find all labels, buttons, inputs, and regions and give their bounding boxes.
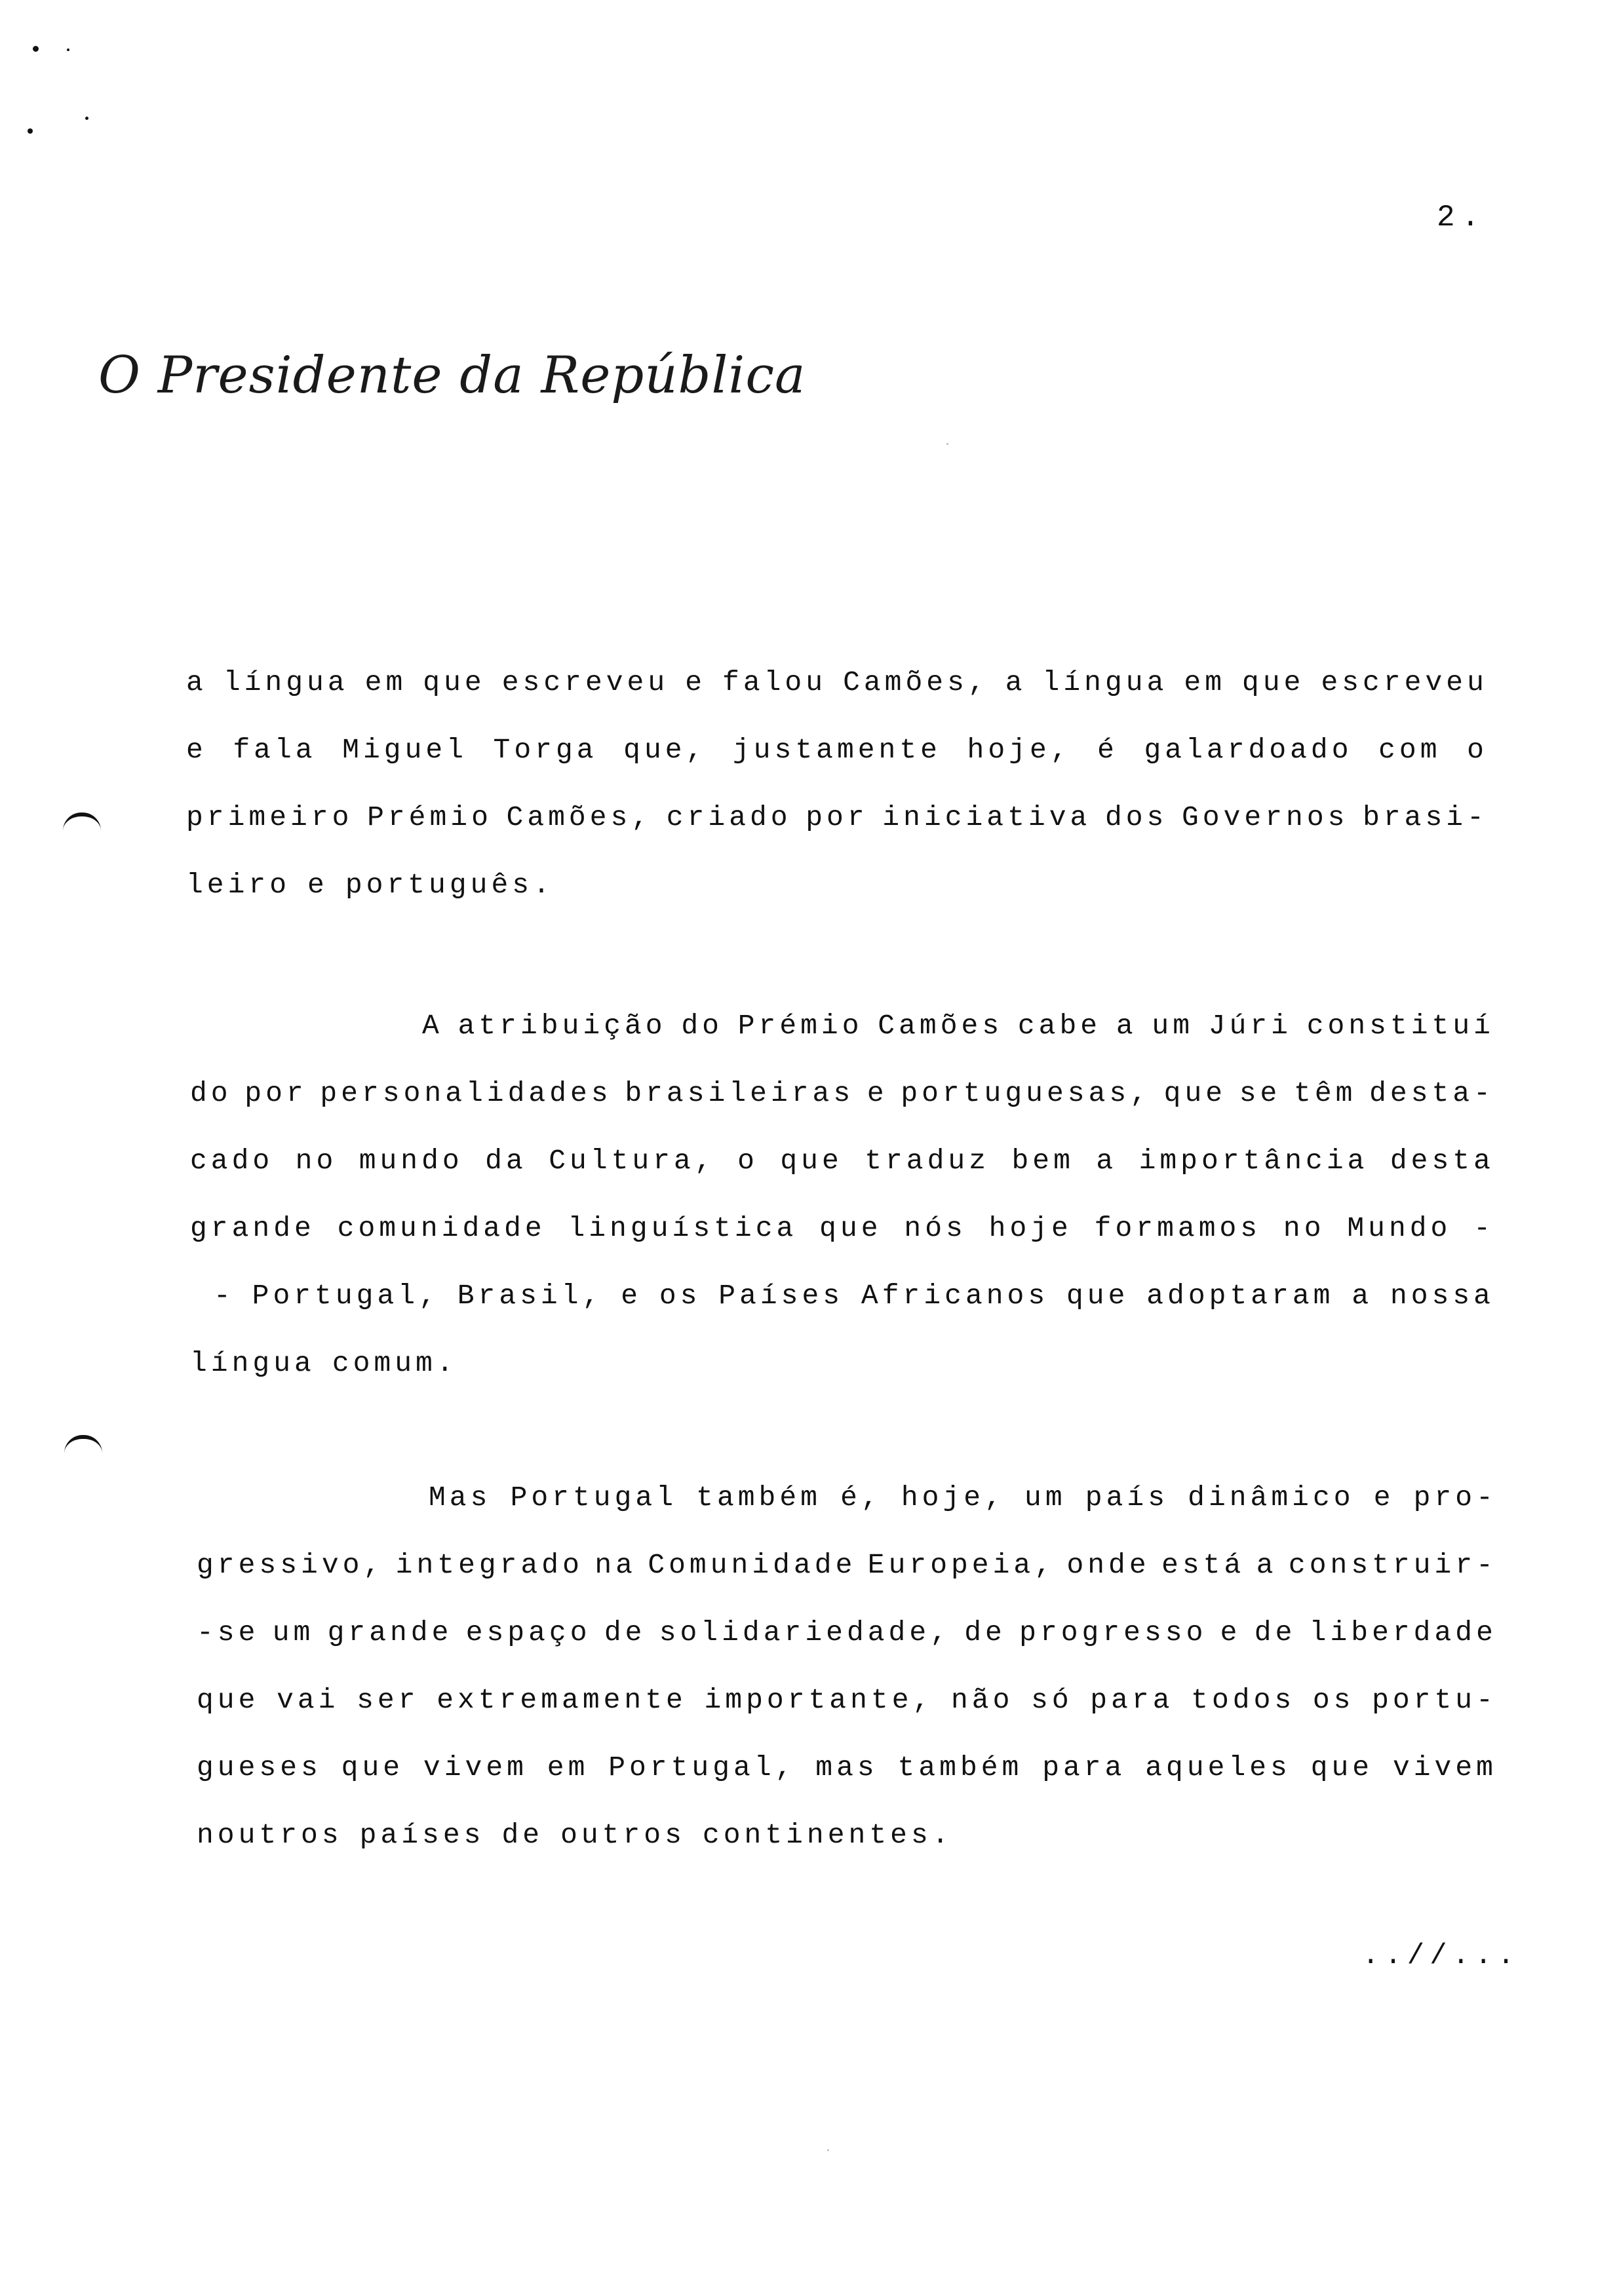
paragraph-1 [186,649,1488,924]
letterhead-title: O Presidente da República [98,346,806,405]
text-line: cado no mundo da Cultura, o que traduz bem a importância desta [190,1145,1494,1177]
text-line: gressivo, integrado na Comunidade Europeia, onde está a construir- [197,1549,1497,1581]
scan-speck [946,443,948,445]
text-line: noutros países de outros continentes. [197,1819,953,1851]
text-line: -se um grande espaço de solidariedade, de progresso e de liberdade [197,1617,1497,1649]
continuation-mark: ..//... [1362,1940,1520,1972]
margin-mark [64,1435,102,1453]
text-line: do por personalidades brasileiras e portuguesas, que se têm desta- [190,1077,1494,1109]
text-line: gueses que vivem em Portugal, mas também para aqueles que vivem [197,1751,1497,1784]
paragraph-2 [190,992,1494,1398]
text-line: a língua em que escreveu e falou Camões, a língua em que escreveu [186,666,1488,698]
text-line: - Portugal, Brasil, e os Países Africanos que adoptaram a nossa [214,1280,1494,1312]
text-line: que vai ser extremamente importante, não só para todos os portu- [197,1684,1497,1716]
scan-speck [28,128,33,134]
text-line: língua comum. [190,1347,457,1379]
text-line: A atribuição do Prémio Camões cabe a um Júri constituí [422,1010,1494,1042]
text-line: e fala Miguel Torga que, justamente hoje, é galardoado com o [186,734,1488,766]
page-number: 2. [1437,201,1487,235]
text-line: primeiro Prémio Camões, criado por iniciativa dos Governos brasi- [186,801,1488,833]
text-line: Mas Portugal também é, hoje, um país dinâmico e pro- [429,1482,1497,1514]
scan-speck [827,2149,829,2151]
scan-speck [67,48,69,51]
scan-speck [85,117,88,120]
scan-speck [33,46,39,52]
margin-mark [63,813,101,831]
paragraph-3 [197,1464,1497,1870]
text-line: leiro e português. [186,869,554,901]
text-line: grande comunidade linguística que nós hoje formamos no Mundo - [190,1212,1494,1244]
